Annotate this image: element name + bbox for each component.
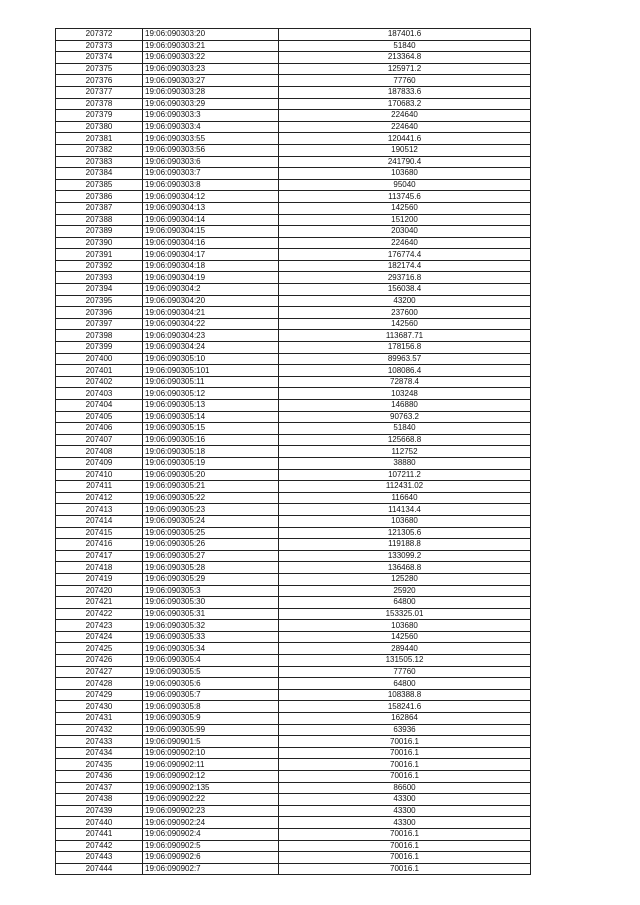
row-number-cell: 207432 <box>56 724 143 736</box>
value-cell: 103680 <box>279 620 531 632</box>
value-cell: 293716.8 <box>279 272 531 284</box>
value-cell: 151200 <box>279 214 531 226</box>
cadastral-number-cell: 19:06:090305:33 <box>143 631 279 643</box>
row-number-cell: 207391 <box>56 249 143 261</box>
table-row <box>56 40 531 52</box>
value-cell: 176774.4 <box>279 249 531 261</box>
row-number-cell: 207425 <box>56 643 143 655</box>
row-number-cell: 207419 <box>56 573 143 585</box>
value-cell: 72878.4 <box>279 376 531 388</box>
row-number-cell: 207405 <box>56 411 143 423</box>
cadastral-number-cell: 19:06:090305:4 <box>143 655 279 667</box>
cadastral-number-cell: 19:06:090305:8 <box>143 701 279 713</box>
cadastral-number-cell: 19:06:090304:24 <box>143 342 279 354</box>
table-row <box>56 295 531 307</box>
cadastral-number-cell: 19:06:090305:30 <box>143 597 279 609</box>
value-cell: 70016.1 <box>279 771 531 783</box>
value-cell: 90763.2 <box>279 411 531 423</box>
table-row <box>56 515 531 527</box>
value-cell: 142560 <box>279 631 531 643</box>
value-cell: 224640 <box>279 110 531 122</box>
value-cell: 86600 <box>279 782 531 794</box>
table-row <box>56 191 531 203</box>
cadastral-number-cell: 19:06:090902:10 <box>143 747 279 759</box>
row-number-cell: 207384 <box>56 168 143 180</box>
cadastral-number-cell: 19:06:090303:8 <box>143 179 279 191</box>
cadastral-number-cell: 19:06:090303:3 <box>143 110 279 122</box>
row-number-cell: 207431 <box>56 713 143 725</box>
table-row <box>56 759 531 771</box>
value-cell: 116640 <box>279 492 531 504</box>
value-cell: 125668.8 <box>279 434 531 446</box>
cadastral-number-cell: 19:06:090304:14 <box>143 214 279 226</box>
row-number-cell: 207380 <box>56 121 143 133</box>
table-row <box>56 214 531 226</box>
cadastral-number-cell: 19:06:090305:27 <box>143 550 279 562</box>
cadastral-value-table <box>55 28 531 875</box>
table-row <box>56 620 531 632</box>
cadastral-number-cell: 19:06:090305:26 <box>143 539 279 551</box>
row-number-cell: 207428 <box>56 678 143 690</box>
value-cell: 70016.1 <box>279 759 531 771</box>
value-cell: 38880 <box>279 457 531 469</box>
table-row <box>56 539 531 551</box>
row-number-cell: 207426 <box>56 655 143 667</box>
value-cell: 95040 <box>279 179 531 191</box>
row-number-cell: 207398 <box>56 330 143 342</box>
value-cell: 125971.2 <box>279 63 531 75</box>
row-number-cell: 207430 <box>56 701 143 713</box>
table-row <box>56 863 531 875</box>
row-number-cell: 207435 <box>56 759 143 771</box>
cadastral-number-cell: 19:06:090303:55 <box>143 133 279 145</box>
cadastral-number-cell: 19:06:090304:21 <box>143 307 279 319</box>
value-cell: 133099.2 <box>279 550 531 562</box>
row-number-cell: 207372 <box>56 29 143 41</box>
row-number-cell: 207378 <box>56 98 143 110</box>
value-cell: 43300 <box>279 794 531 806</box>
cadastral-number-cell: 19:06:090303:21 <box>143 40 279 52</box>
row-number-cell: 207437 <box>56 782 143 794</box>
value-cell: 70016.1 <box>279 747 531 759</box>
cadastral-number-cell: 19:06:090303:27 <box>143 75 279 87</box>
value-cell: 43300 <box>279 805 531 817</box>
row-number-cell: 207443 <box>56 852 143 864</box>
row-number-cell: 207413 <box>56 504 143 516</box>
cadastral-number-cell: 19:06:090304:16 <box>143 237 279 249</box>
row-number-cell: 207421 <box>56 597 143 609</box>
value-cell: 70016.1 <box>279 852 531 864</box>
value-cell: 64800 <box>279 597 531 609</box>
row-number-cell: 207397 <box>56 318 143 330</box>
row-number-cell: 207423 <box>56 620 143 632</box>
value-cell: 213364.8 <box>279 52 531 64</box>
value-cell: 203040 <box>279 226 531 238</box>
row-number-cell: 207410 <box>56 469 143 481</box>
cadastral-number-cell: 19:06:090902:7 <box>143 863 279 875</box>
cadastral-number-cell: 19:06:090902:12 <box>143 771 279 783</box>
cadastral-number-cell: 19:06:090902:6 <box>143 852 279 864</box>
value-cell: 89963.57 <box>279 353 531 365</box>
row-number-cell: 207417 <box>56 550 143 562</box>
row-number-cell: 207376 <box>56 75 143 87</box>
value-cell: 70016.1 <box>279 736 531 748</box>
table-row <box>56 365 531 377</box>
row-number-cell: 207390 <box>56 237 143 249</box>
row-number-cell: 207379 <box>56 110 143 122</box>
row-number-cell: 207408 <box>56 446 143 458</box>
cadastral-number-cell: 19:06:090304:13 <box>143 202 279 214</box>
value-cell: 77760 <box>279 666 531 678</box>
table-row <box>56 573 531 585</box>
table-body <box>56 29 531 875</box>
value-cell: 64800 <box>279 678 531 690</box>
value-cell: 187401.6 <box>279 29 531 41</box>
row-number-cell: 207441 <box>56 828 143 840</box>
value-cell: 121305.6 <box>279 527 531 539</box>
cadastral-number-cell: 19:06:090304:18 <box>143 260 279 272</box>
table-row <box>56 434 531 446</box>
table-row <box>56 249 531 261</box>
table-row <box>56 678 531 690</box>
table-row <box>56 342 531 354</box>
value-cell: 51840 <box>279 423 531 435</box>
cadastral-number-cell: 19:06:090305:9 <box>143 713 279 725</box>
cadastral-number-cell: 19:06:090305:101 <box>143 365 279 377</box>
value-cell: 224640 <box>279 121 531 133</box>
cadastral-number-cell: 19:06:090305:23 <box>143 504 279 516</box>
cadastral-number-cell: 19:06:090902:23 <box>143 805 279 817</box>
cadastral-number-cell: 19:06:090303:28 <box>143 86 279 98</box>
table-row <box>56 376 531 388</box>
table-row <box>56 840 531 852</box>
cadastral-number-cell: 19:06:090305:10 <box>143 353 279 365</box>
table-row <box>56 689 531 701</box>
cadastral-number-cell: 19:06:090303:29 <box>143 98 279 110</box>
table-row <box>56 272 531 284</box>
row-number-cell: 207420 <box>56 585 143 597</box>
table-row <box>56 597 531 609</box>
value-cell: 142560 <box>279 202 531 214</box>
value-cell: 182174.4 <box>279 260 531 272</box>
value-cell: 108388.8 <box>279 689 531 701</box>
table-row <box>56 318 531 330</box>
table-row <box>56 782 531 794</box>
value-cell: 178156.8 <box>279 342 531 354</box>
cadastral-number-cell: 19:06:090902:24 <box>143 817 279 829</box>
row-number-cell: 207386 <box>56 191 143 203</box>
value-cell: 289440 <box>279 643 531 655</box>
cadastral-number-cell: 19:06:090304:17 <box>143 249 279 261</box>
row-number-cell: 207388 <box>56 214 143 226</box>
cadastral-number-cell: 19:06:090305:34 <box>143 643 279 655</box>
cadastral-number-cell: 19:06:090305:12 <box>143 388 279 400</box>
row-number-cell: 207383 <box>56 156 143 168</box>
table-row <box>56 747 531 759</box>
value-cell: 43300 <box>279 817 531 829</box>
value-cell: 63936 <box>279 724 531 736</box>
row-number-cell: 207440 <box>56 817 143 829</box>
cadastral-number-cell: 19:06:090303:22 <box>143 52 279 64</box>
cadastral-number-cell: 19:06:090304:20 <box>143 295 279 307</box>
row-number-cell: 207427 <box>56 666 143 678</box>
cadastral-number-cell: 19:06:090901:5 <box>143 736 279 748</box>
row-number-cell: 207402 <box>56 376 143 388</box>
table-row <box>56 655 531 667</box>
table-row <box>56 585 531 597</box>
value-cell: 108086.4 <box>279 365 531 377</box>
row-number-cell: 207414 <box>56 515 143 527</box>
value-cell: 153325.01 <box>279 608 531 620</box>
table-row <box>56 643 531 655</box>
table-row <box>56 794 531 806</box>
row-number-cell: 207387 <box>56 202 143 214</box>
table-row <box>56 29 531 41</box>
cadastral-number-cell: 19:06:090304:2 <box>143 284 279 296</box>
table-row <box>56 446 531 458</box>
row-number-cell: 207395 <box>56 295 143 307</box>
value-cell: 112752 <box>279 446 531 458</box>
value-cell: 170683.2 <box>279 98 531 110</box>
cadastral-number-cell: 19:06:090305:29 <box>143 573 279 585</box>
table-row <box>56 226 531 238</box>
row-number-cell: 207394 <box>56 284 143 296</box>
table-row <box>56 631 531 643</box>
value-cell: 70016.1 <box>279 828 531 840</box>
table-row <box>56 133 531 145</box>
row-number-cell: 207382 <box>56 144 143 156</box>
table-row <box>56 713 531 725</box>
cadastral-number-cell: 19:06:090305:15 <box>143 423 279 435</box>
table-row <box>56 86 531 98</box>
value-cell: 142560 <box>279 318 531 330</box>
value-cell: 112431.02 <box>279 481 531 493</box>
row-number-cell: 207375 <box>56 63 143 75</box>
cadastral-number-cell: 19:06:090902:11 <box>143 759 279 771</box>
table-row <box>56 457 531 469</box>
row-number-cell: 207400 <box>56 353 143 365</box>
table-row <box>56 423 531 435</box>
value-cell: 103248 <box>279 388 531 400</box>
row-number-cell: 207411 <box>56 481 143 493</box>
cadastral-number-cell: 19:06:090305:11 <box>143 376 279 388</box>
cadastral-number-cell: 19:06:090304:23 <box>143 330 279 342</box>
cadastral-number-cell: 19:06:090305:16 <box>143 434 279 446</box>
row-number-cell: 207436 <box>56 771 143 783</box>
cadastral-number-cell: 19:06:090303:56 <box>143 144 279 156</box>
table-row <box>56 98 531 110</box>
row-number-cell: 207409 <box>56 457 143 469</box>
value-cell: 119188.8 <box>279 539 531 551</box>
row-number-cell: 207377 <box>56 86 143 98</box>
value-cell: 237600 <box>279 307 531 319</box>
table-row <box>56 562 531 574</box>
value-cell: 103680 <box>279 515 531 527</box>
row-number-cell: 207381 <box>56 133 143 145</box>
row-number-cell: 207389 <box>56 226 143 238</box>
cadastral-number-cell: 19:06:090304:19 <box>143 272 279 284</box>
cadastral-number-cell: 19:06:090902:5 <box>143 840 279 852</box>
value-cell: 136468.8 <box>279 562 531 574</box>
table-row <box>56 550 531 562</box>
value-cell: 241790.4 <box>279 156 531 168</box>
row-number-cell: 207438 <box>56 794 143 806</box>
table-row <box>56 353 531 365</box>
cadastral-number-cell: 19:06:090303:23 <box>143 63 279 75</box>
row-number-cell: 207424 <box>56 631 143 643</box>
cadastral-number-cell: 19:06:090305:13 <box>143 400 279 412</box>
table-row <box>56 771 531 783</box>
value-cell: 125280 <box>279 573 531 585</box>
value-cell: 162864 <box>279 713 531 725</box>
row-number-cell: 207406 <box>56 423 143 435</box>
table-row <box>56 527 531 539</box>
row-number-cell: 207415 <box>56 527 143 539</box>
table-row <box>56 411 531 423</box>
row-number-cell: 207422 <box>56 608 143 620</box>
table-row <box>56 701 531 713</box>
table-row <box>56 805 531 817</box>
row-number-cell: 207439 <box>56 805 143 817</box>
row-number-cell: 207393 <box>56 272 143 284</box>
value-cell: 190512 <box>279 144 531 156</box>
table-row <box>56 388 531 400</box>
table-row <box>56 817 531 829</box>
table-row <box>56 284 531 296</box>
table-row <box>56 75 531 87</box>
cadastral-number-cell: 19:06:090305:31 <box>143 608 279 620</box>
value-cell: 113687.71 <box>279 330 531 342</box>
cadastral-number-cell: 19:06:090305:24 <box>143 515 279 527</box>
table-row <box>56 724 531 736</box>
row-number-cell: 207399 <box>56 342 143 354</box>
row-number-cell: 207396 <box>56 307 143 319</box>
table-row <box>56 492 531 504</box>
cadastral-number-cell: 19:06:090304:12 <box>143 191 279 203</box>
table-row <box>56 63 531 75</box>
cadastral-number-cell: 19:06:090303:4 <box>143 121 279 133</box>
row-number-cell: 207392 <box>56 260 143 272</box>
value-cell: 51840 <box>279 40 531 52</box>
value-cell: 70016.1 <box>279 840 531 852</box>
cadastral-number-cell: 19:06:090304:22 <box>143 318 279 330</box>
row-number-cell: 207404 <box>56 400 143 412</box>
row-number-cell: 207401 <box>56 365 143 377</box>
cadastral-number-cell: 19:06:090305:20 <box>143 469 279 481</box>
table-row <box>56 736 531 748</box>
value-cell: 43200 <box>279 295 531 307</box>
value-cell: 113745.6 <box>279 191 531 203</box>
cadastral-number-cell: 19:06:090305:6 <box>143 678 279 690</box>
cadastral-number-cell: 19:06:090305:99 <box>143 724 279 736</box>
table-row <box>56 260 531 272</box>
value-cell: 103680 <box>279 168 531 180</box>
row-number-cell: 207444 <box>56 863 143 875</box>
cadastral-number-cell: 19:06:090303:7 <box>143 168 279 180</box>
row-number-cell: 207416 <box>56 539 143 551</box>
table-row <box>56 156 531 168</box>
row-number-cell: 207429 <box>56 689 143 701</box>
table-row <box>56 307 531 319</box>
value-cell: 158241.6 <box>279 701 531 713</box>
cadastral-number-cell: 19:06:090902:4 <box>143 828 279 840</box>
cadastral-number-cell: 19:06:090305:3 <box>143 585 279 597</box>
row-number-cell: 207403 <box>56 388 143 400</box>
value-cell: 25920 <box>279 585 531 597</box>
table-row <box>56 608 531 620</box>
cadastral-number-cell: 19:06:090305:14 <box>143 411 279 423</box>
table-row <box>56 852 531 864</box>
cadastral-number-cell: 19:06:090305:32 <box>143 620 279 632</box>
value-cell: 70016.1 <box>279 863 531 875</box>
cadastral-number-cell: 19:06:090304:15 <box>143 226 279 238</box>
table-row <box>56 237 531 249</box>
value-cell: 156038.4 <box>279 284 531 296</box>
table-row <box>56 469 531 481</box>
row-number-cell: 207442 <box>56 840 143 852</box>
value-cell: 224640 <box>279 237 531 249</box>
table-row <box>56 52 531 64</box>
value-cell: 114134.4 <box>279 504 531 516</box>
table-row <box>56 330 531 342</box>
value-cell: 120441.6 <box>279 133 531 145</box>
table-row <box>56 504 531 516</box>
cadastral-number-cell: 19:06:090305:28 <box>143 562 279 574</box>
table-row <box>56 121 531 133</box>
cadastral-number-cell: 19:06:090303:20 <box>143 29 279 41</box>
cadastral-number-cell: 19:06:090305:21 <box>143 481 279 493</box>
cadastral-number-cell: 19:06:090305:25 <box>143 527 279 539</box>
table-row <box>56 179 531 191</box>
row-number-cell: 207434 <box>56 747 143 759</box>
value-cell: 187833.6 <box>279 86 531 98</box>
table-row <box>56 400 531 412</box>
row-number-cell: 207373 <box>56 40 143 52</box>
row-number-cell: 207407 <box>56 434 143 446</box>
table-row <box>56 110 531 122</box>
value-cell: 146880 <box>279 400 531 412</box>
value-cell: 77760 <box>279 75 531 87</box>
row-number-cell: 207433 <box>56 736 143 748</box>
cadastral-number-cell: 19:06:090305:19 <box>143 457 279 469</box>
cadastral-number-cell: 19:06:090305:22 <box>143 492 279 504</box>
cadastral-number-cell: 19:06:090305:5 <box>143 666 279 678</box>
row-number-cell: 207412 <box>56 492 143 504</box>
table-row <box>56 202 531 214</box>
table-row <box>56 828 531 840</box>
table-row <box>56 666 531 678</box>
cadastral-number-cell: 19:06:090902:135 <box>143 782 279 794</box>
cadastral-number-cell: 19:06:090305:18 <box>143 446 279 458</box>
value-cell: 107211.2 <box>279 469 531 481</box>
row-number-cell: 207418 <box>56 562 143 574</box>
value-cell: 131505.12 <box>279 655 531 667</box>
row-number-cell: 207374 <box>56 52 143 64</box>
cadastral-number-cell: 19:06:090902:22 <box>143 794 279 806</box>
table-row <box>56 144 531 156</box>
table-row <box>56 481 531 493</box>
cadastral-number-cell: 19:06:090305:7 <box>143 689 279 701</box>
table-row <box>56 168 531 180</box>
row-number-cell: 207385 <box>56 179 143 191</box>
cadastral-number-cell: 19:06:090303:6 <box>143 156 279 168</box>
